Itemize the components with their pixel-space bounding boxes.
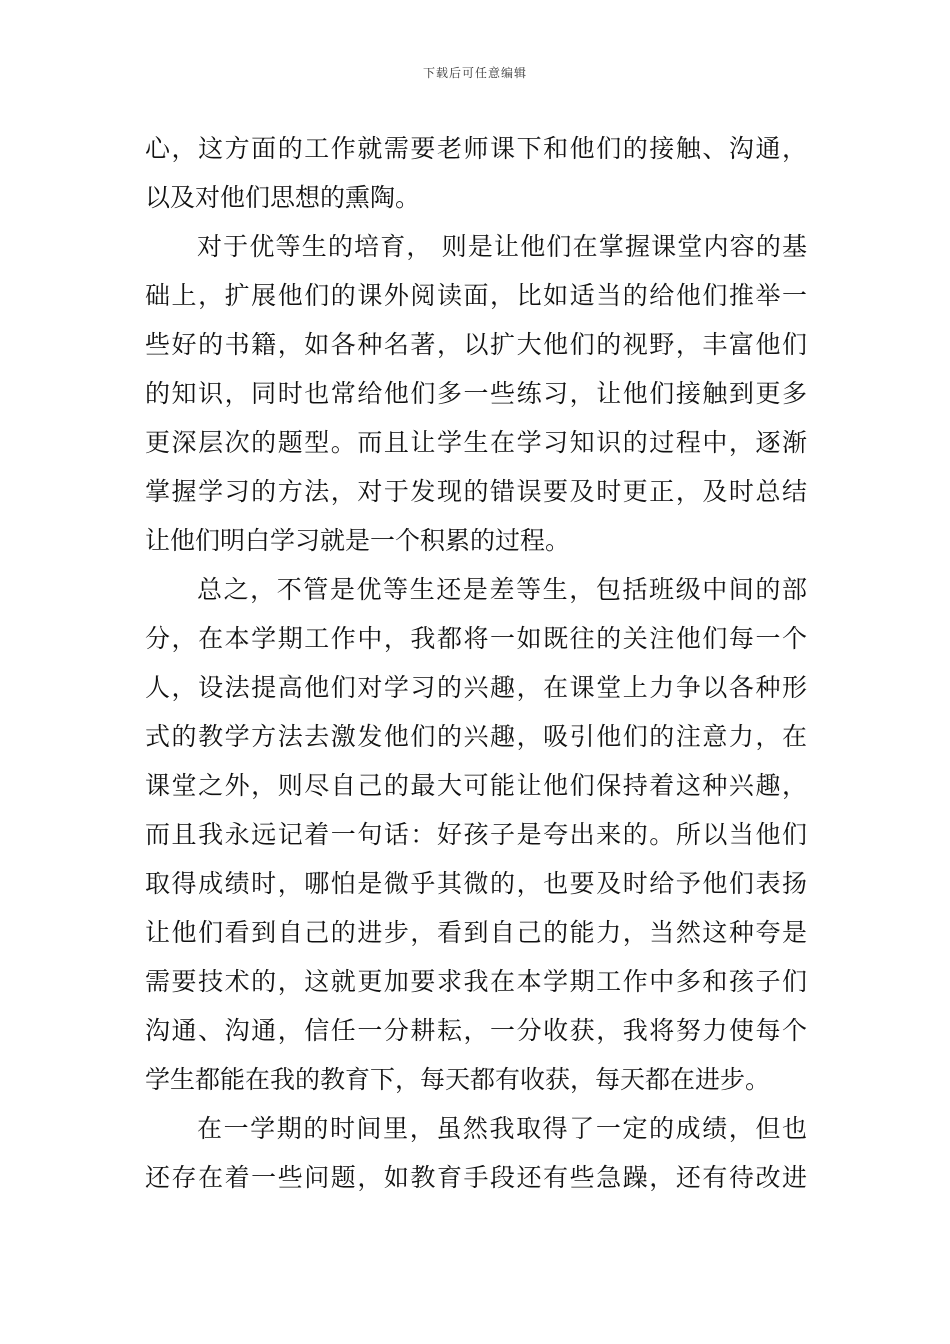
body-text: [145, 124, 807, 1202]
text-line: 的知识，同时也常给他们多一些练习，让他们接触到更多: [145, 379, 807, 408]
text-line: 学生都能在我的教育下，每天都有收获，每天都在进步。: [145, 1065, 771, 1094]
text-line: 础上，扩展他们的课外阅读面，比如适当的给他们推举一: [145, 281, 807, 310]
text-line: 式的教学方法去激发他们的兴趣，吸引他们的注意力，在: [145, 722, 807, 751]
paragraph-first-line: 总之，不管是优等生还是差等生，包括班级中间的部: [197, 575, 807, 604]
text-line: 还存在着一些问题，如教育手段还有些急躁，还有待改进: [145, 1163, 807, 1192]
text-line: 需要技术的，这就更加要求我在本学期工作中多和孩子们: [145, 967, 807, 996]
text-line: 让他们看到自己的进步，看到自己的能力，当然这种夸是: [145, 918, 807, 947]
text-line: 心，这方面的工作就需要老师课下和他们的接触、沟通，: [145, 134, 807, 163]
text-line: 掌握学习的方法，对于发现的错误要及时更正，及时总结: [145, 477, 807, 506]
text-line: 取得成绩时，哪怕是微乎其微的，也要及时给予他们表扬: [145, 869, 807, 898]
page-header: 下载后可任意编辑: [422, 66, 527, 80]
text-line: 让他们明白学习就是一个积累的过程。: [145, 526, 571, 555]
text-line: 而且我永远记着一句话：好孩子是夸出来的。所以当他们: [145, 820, 807, 849]
text-line: 更深层次的题型。而且让学生在学习知识的过程中，逐渐: [145, 428, 807, 457]
text-line: 人，设法提高他们对学习的兴趣，在课堂上力争以各种形: [145, 673, 807, 702]
text-line: 沟通、沟通，信任一分耕耘，一分收获，我将努力使每个: [145, 1016, 807, 1045]
text-line: 以及对他们思想的熏陶。: [145, 183, 421, 212]
text-line: 分，在本学期工作中，我都将一如既往的关注他们每一个: [145, 624, 807, 653]
text-line: 课堂之外，则尽自己的最大可能让他们保持着这种兴趣，: [145, 771, 807, 800]
paragraph-first-line: 在一学期的时间里，虽然我取得了一定的成绩，但也: [197, 1114, 807, 1143]
text-line: 些好的书籍，如各种名著，以扩大他们的视野，丰富他们: [145, 330, 807, 359]
paragraph-first-line: 对于优等生的培育， 则是让他们在掌握课堂内容的基: [197, 232, 807, 261]
